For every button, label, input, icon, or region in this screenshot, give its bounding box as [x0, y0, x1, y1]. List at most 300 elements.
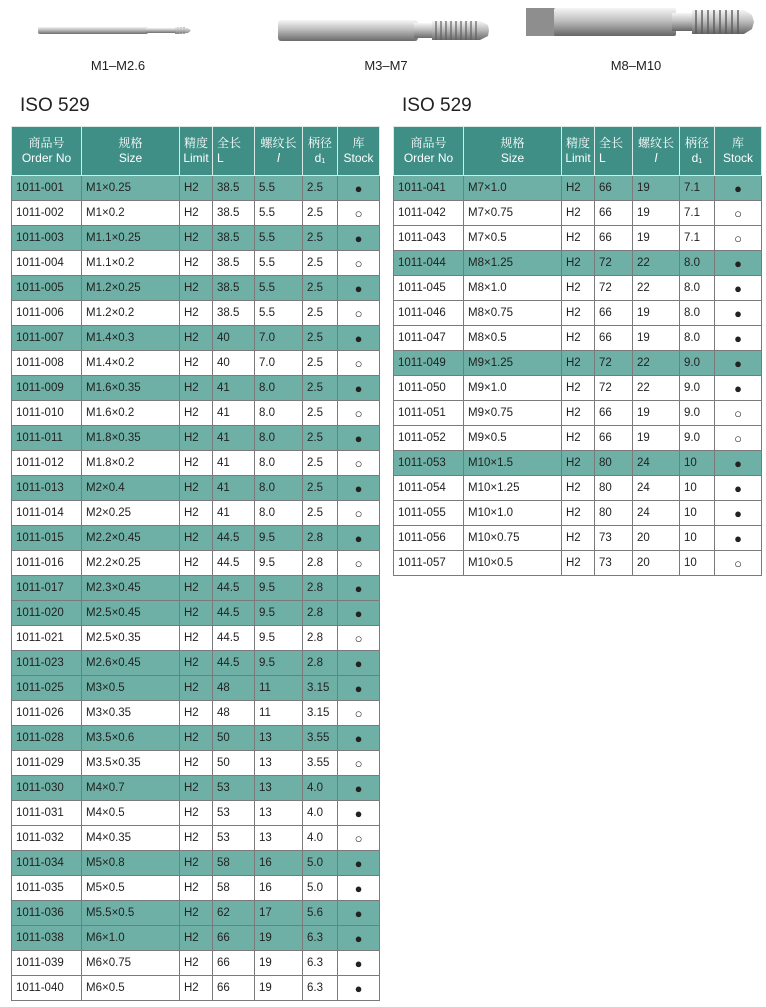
- cell-shank: 9.0: [680, 401, 715, 426]
- cell-length: 66: [595, 326, 633, 351]
- table-row: [12, 226, 380, 251]
- table-row: [12, 326, 380, 351]
- cell-order: 1011-031: [12, 801, 82, 826]
- table-row: [12, 201, 380, 226]
- stock-indicator: ●: [715, 376, 762, 401]
- cell-limit: H2: [180, 676, 213, 701]
- cell-length: 66: [595, 226, 633, 251]
- stock-indicator: ●: [715, 326, 762, 351]
- table-row: [12, 551, 380, 576]
- cell-size: M9×0.75: [464, 401, 562, 426]
- cell-order: 1011-005: [12, 276, 82, 301]
- cell-thread: 7.0: [255, 326, 303, 351]
- cell-size: M2×0.4: [82, 476, 180, 501]
- cell-order: 1011-035: [12, 876, 82, 901]
- cell-limit: H2: [180, 376, 213, 401]
- cell-length: 66: [595, 426, 633, 451]
- cell-size: M10×0.75: [464, 526, 562, 551]
- cell-limit: H2: [180, 251, 213, 276]
- cell-thread: 19: [633, 401, 680, 426]
- cell-length: 72: [595, 376, 633, 401]
- cell-shank: 2.8: [303, 526, 338, 551]
- stock-indicator: ○: [715, 401, 762, 426]
- stock-indicator: ○: [338, 201, 380, 226]
- cell-shank: 9.0: [680, 426, 715, 451]
- table-row: [394, 201, 762, 226]
- cell-size: M2.6×0.45: [82, 651, 180, 676]
- cell-length: 53: [213, 776, 255, 801]
- cell-size: M3.5×0.6: [82, 726, 180, 751]
- table-row: [394, 226, 762, 251]
- cell-size: M6×0.75: [82, 951, 180, 976]
- stock-indicator: ●: [338, 901, 380, 926]
- cell-thread: 19: [633, 326, 680, 351]
- cell-thread: 13: [255, 726, 303, 751]
- stock-indicator: ●: [338, 651, 380, 676]
- cell-limit: H2: [180, 276, 213, 301]
- cell-length: 66: [213, 951, 255, 976]
- cell-order: 1011-050: [394, 376, 464, 401]
- cell-shank: 7.1: [680, 201, 715, 226]
- cell-order: 1011-013: [12, 476, 82, 501]
- cell-length: 66: [595, 401, 633, 426]
- cell-order: 1011-041: [394, 176, 464, 201]
- cell-limit: H2: [180, 201, 213, 226]
- cell-shank: 4.0: [303, 826, 338, 851]
- cell-length: 38.5: [213, 301, 255, 326]
- cell-order: 1011-002: [12, 201, 82, 226]
- cell-limit: H2: [180, 726, 213, 751]
- cell-size: M2.5×0.35: [82, 626, 180, 651]
- cell-length: 62: [213, 901, 255, 926]
- col-shank-header: 柄径 d₁: [680, 127, 715, 176]
- cell-order: 1011-021: [12, 626, 82, 651]
- cell-order: 1011-014: [12, 501, 82, 526]
- cell-length: 38.5: [213, 176, 255, 201]
- stock-indicator: ●: [338, 876, 380, 901]
- cell-thread: 8.0: [255, 451, 303, 476]
- cell-length: 80: [595, 451, 633, 476]
- table-row: [12, 626, 380, 651]
- stock-indicator: ○: [338, 751, 380, 776]
- cell-order: 1011-025: [12, 676, 82, 701]
- cell-length: 73: [595, 526, 633, 551]
- cell-limit: H2: [180, 901, 213, 926]
- cell-limit: H2: [562, 251, 595, 276]
- table-row: [394, 426, 762, 451]
- cell-limit: H2: [180, 776, 213, 801]
- cell-shank: 2.5: [303, 276, 338, 301]
- cell-order: 1011-015: [12, 526, 82, 551]
- cell-order: 1011-044: [394, 251, 464, 276]
- cell-size: M2.2×0.45: [82, 526, 180, 551]
- cell-length: 48: [213, 676, 255, 701]
- cell-shank: 8.0: [680, 301, 715, 326]
- large-tap-icon: [526, 4, 758, 44]
- cell-limit: H2: [562, 526, 595, 551]
- stock-indicator: ●: [715, 451, 762, 476]
- cell-shank: 2.5: [303, 201, 338, 226]
- stock-indicator: ●: [338, 601, 380, 626]
- cell-order: 1011-054: [394, 476, 464, 501]
- cell-shank: 10: [680, 526, 715, 551]
- table-row: [394, 526, 762, 551]
- cell-order: 1011-042: [394, 201, 464, 226]
- cell-length: 48: [213, 701, 255, 726]
- col-stock-header: 库 Stock: [338, 127, 380, 176]
- right-spec-table: [393, 126, 762, 576]
- cell-thread: 20: [633, 551, 680, 576]
- cell-order: 1011-049: [394, 351, 464, 376]
- stock-indicator: ○: [715, 551, 762, 576]
- cell-order: 1011-020: [12, 601, 82, 626]
- cell-thread: 8.0: [255, 501, 303, 526]
- cell-length: 41: [213, 451, 255, 476]
- cell-shank: 4.0: [303, 801, 338, 826]
- stock-indicator: ●: [338, 801, 380, 826]
- cell-size: M3×0.35: [82, 701, 180, 726]
- col-limit-header: 精度 Limit: [180, 127, 213, 176]
- cell-limit: H2: [562, 326, 595, 351]
- left-spec-table: [11, 126, 380, 1001]
- cell-thread: 24: [633, 501, 680, 526]
- stock-indicator: ●: [715, 276, 762, 301]
- col-order-header: 商品号 Order No: [394, 127, 464, 176]
- table-row: [12, 351, 380, 376]
- cell-length: 44.5: [213, 626, 255, 651]
- cell-size: M2.5×0.45: [82, 601, 180, 626]
- stock-indicator: ●: [338, 951, 380, 976]
- table-row: [394, 301, 762, 326]
- table-row: [12, 376, 380, 401]
- stock-indicator: ○: [715, 201, 762, 226]
- cell-size: M9×1.25: [464, 351, 562, 376]
- cell-limit: H2: [562, 551, 595, 576]
- cell-order: 1011-006: [12, 301, 82, 326]
- cell-size: M1.1×0.2: [82, 251, 180, 276]
- col-length-header: 全长 L: [213, 127, 255, 176]
- cell-length: 40: [213, 351, 255, 376]
- cell-thread: 9.5: [255, 576, 303, 601]
- cell-thread: 16: [255, 876, 303, 901]
- cell-length: 80: [595, 501, 633, 526]
- table-row: [12, 976, 380, 1001]
- stock-indicator: ●: [715, 501, 762, 526]
- cell-thread: 22: [633, 351, 680, 376]
- cell-limit: H2: [180, 626, 213, 651]
- table-row: [12, 676, 380, 701]
- cell-length: 58: [213, 876, 255, 901]
- small-tap-icon: [38, 20, 198, 42]
- cell-size: M1.6×0.35: [82, 376, 180, 401]
- left-table-title: ISO 529: [20, 95, 90, 116]
- cell-thread: 9.5: [255, 651, 303, 676]
- cell-shank: 10: [680, 551, 715, 576]
- cell-shank: 2.8: [303, 626, 338, 651]
- stock-indicator: ○: [338, 301, 380, 326]
- cell-shank: 7.1: [680, 176, 715, 201]
- cell-length: 44.5: [213, 551, 255, 576]
- cell-size: M7×1.0: [464, 176, 562, 201]
- cell-thread: 5.5: [255, 301, 303, 326]
- cell-thread: 9.5: [255, 526, 303, 551]
- cell-limit: H2: [180, 526, 213, 551]
- cell-shank: 2.5: [303, 476, 338, 501]
- cell-limit: H2: [180, 501, 213, 526]
- cell-length: 44.5: [213, 651, 255, 676]
- stock-indicator: ●: [338, 476, 380, 501]
- stock-indicator: ○: [715, 226, 762, 251]
- cell-shank: 2.5: [303, 501, 338, 526]
- table-row: [394, 501, 762, 526]
- stock-indicator: ●: [338, 326, 380, 351]
- table-row: [394, 351, 762, 376]
- cell-limit: H2: [180, 951, 213, 976]
- cell-size: M8×0.75: [464, 301, 562, 326]
- cell-shank: 2.8: [303, 576, 338, 601]
- cell-length: 50: [213, 751, 255, 776]
- cell-length: 38.5: [213, 276, 255, 301]
- header-row: [12, 127, 380, 176]
- tool-caption-medium: M3–M7: [364, 58, 408, 73]
- stock-indicator: ○: [338, 401, 380, 426]
- right-table-title: ISO 529: [402, 95, 472, 116]
- cell-length: 80: [595, 476, 633, 501]
- cell-limit: H2: [180, 826, 213, 851]
- table-row: [12, 476, 380, 501]
- cell-limit: H2: [180, 176, 213, 201]
- cell-order: 1011-043: [394, 226, 464, 251]
- cell-length: 72: [595, 351, 633, 376]
- cell-order: 1011-051: [394, 401, 464, 426]
- cell-thread: 5.5: [255, 226, 303, 251]
- cell-length: 44.5: [213, 526, 255, 551]
- cell-shank: 2.5: [303, 351, 338, 376]
- cell-limit: H2: [562, 351, 595, 376]
- stock-indicator: ●: [338, 851, 380, 876]
- cell-thread: 8.0: [255, 401, 303, 426]
- cell-length: 41: [213, 501, 255, 526]
- stock-indicator: ●: [338, 426, 380, 451]
- cell-size: M8×1.25: [464, 251, 562, 276]
- cell-limit: H2: [180, 876, 213, 901]
- cell-size: M6×0.5: [82, 976, 180, 1001]
- cell-limit: H2: [180, 601, 213, 626]
- cell-order: 1011-039: [12, 951, 82, 976]
- stock-indicator: ○: [338, 826, 380, 851]
- cell-thread: 22: [633, 251, 680, 276]
- cell-size: M5.5×0.5: [82, 901, 180, 926]
- cell-shank: 3.15: [303, 701, 338, 726]
- stock-indicator: ○: [338, 351, 380, 376]
- cell-shank: 2.5: [303, 251, 338, 276]
- stock-indicator: ●: [338, 726, 380, 751]
- cell-order: 1011-023: [12, 651, 82, 676]
- stock-indicator: ○: [338, 626, 380, 651]
- cell-length: 44.5: [213, 576, 255, 601]
- table-row: [394, 376, 762, 401]
- cell-order: 1011-045: [394, 276, 464, 301]
- cell-order: 1011-047: [394, 326, 464, 351]
- stock-indicator: ●: [338, 376, 380, 401]
- cell-size: M1.8×0.2: [82, 451, 180, 476]
- cell-shank: 8.0: [680, 326, 715, 351]
- table-row: [12, 851, 380, 876]
- cell-thread: 22: [633, 276, 680, 301]
- table-row: [12, 726, 380, 751]
- table-row: [12, 876, 380, 901]
- cell-size: M4×0.5: [82, 801, 180, 826]
- cell-thread: 5.5: [255, 276, 303, 301]
- stock-indicator: ●: [338, 926, 380, 951]
- cell-shank: 10: [680, 501, 715, 526]
- cell-thread: 20: [633, 526, 680, 551]
- col-length-header: 全长 L: [595, 127, 633, 176]
- cell-shank: 2.8: [303, 651, 338, 676]
- cell-limit: H2: [180, 301, 213, 326]
- right-table-body: [394, 176, 762, 576]
- cell-thread: 5.5: [255, 251, 303, 276]
- stock-indicator: ●: [338, 526, 380, 551]
- table-row: [394, 176, 762, 201]
- cell-limit: H2: [180, 226, 213, 251]
- cell-shank: 2.5: [303, 176, 338, 201]
- cell-thread: 22: [633, 376, 680, 401]
- cell-size: M8×1.0: [464, 276, 562, 301]
- cell-thread: 9.5: [255, 551, 303, 576]
- table-row: [12, 426, 380, 451]
- cell-size: M2.3×0.45: [82, 576, 180, 601]
- cell-size: M5×0.8: [82, 851, 180, 876]
- cell-order: 1011-052: [394, 426, 464, 451]
- table-row: [394, 451, 762, 476]
- cell-order: 1011-016: [12, 551, 82, 576]
- table-row: [12, 826, 380, 851]
- cell-shank: 7.1: [680, 226, 715, 251]
- cell-size: M7×0.75: [464, 201, 562, 226]
- stock-indicator: ●: [715, 251, 762, 276]
- cell-shank: 8.0: [680, 276, 715, 301]
- cell-length: 58: [213, 851, 255, 876]
- cell-order: 1011-004: [12, 251, 82, 276]
- cell-shank: 2.5: [303, 226, 338, 251]
- cell-thread: 9.5: [255, 601, 303, 626]
- cell-limit: H2: [180, 326, 213, 351]
- cell-thread: 13: [255, 801, 303, 826]
- stock-indicator: ●: [338, 276, 380, 301]
- cell-limit: H2: [562, 276, 595, 301]
- stock-indicator: ●: [715, 176, 762, 201]
- cell-shank: 9.0: [680, 376, 715, 401]
- medium-tap-icon: [276, 14, 496, 48]
- cell-size: M3.5×0.35: [82, 751, 180, 776]
- cell-length: 41: [213, 401, 255, 426]
- cell-order: 1011-012: [12, 451, 82, 476]
- cell-shank: 10: [680, 451, 715, 476]
- table-row: [12, 451, 380, 476]
- cell-limit: H2: [180, 976, 213, 1001]
- cell-thread: 8.0: [255, 476, 303, 501]
- cell-length: 66: [213, 976, 255, 1001]
- table-row: [394, 401, 762, 426]
- col-size-header: 规格 Size: [464, 127, 562, 176]
- cell-thread: 24: [633, 451, 680, 476]
- stock-indicator: ○: [338, 701, 380, 726]
- header-row: [394, 127, 762, 176]
- col-stock-header: 库 Stock: [715, 127, 762, 176]
- cell-limit: H2: [180, 476, 213, 501]
- cell-length: 40: [213, 326, 255, 351]
- cell-shank: 8.0: [680, 251, 715, 276]
- cell-order: 1011-029: [12, 751, 82, 776]
- stock-indicator: ●: [715, 351, 762, 376]
- cell-shank: 4.0: [303, 776, 338, 801]
- stock-indicator: ○: [338, 451, 380, 476]
- cell-limit: H2: [562, 451, 595, 476]
- cell-thread: 19: [633, 201, 680, 226]
- cell-thread: 19: [633, 426, 680, 451]
- cell-size: M10×0.5: [464, 551, 562, 576]
- table-row: [12, 951, 380, 976]
- cell-length: 53: [213, 826, 255, 851]
- stock-indicator: ●: [338, 676, 380, 701]
- cell-shank: 2.5: [303, 301, 338, 326]
- cell-shank: 2.5: [303, 451, 338, 476]
- cell-limit: H2: [180, 451, 213, 476]
- cell-thread: 7.0: [255, 351, 303, 376]
- cell-length: 41: [213, 476, 255, 501]
- cell-shank: 5.6: [303, 901, 338, 926]
- cell-thread: 17: [255, 901, 303, 926]
- stock-indicator: ●: [338, 776, 380, 801]
- cell-thread: 13: [255, 826, 303, 851]
- cell-thread: 19: [255, 951, 303, 976]
- cell-shank: 5.0: [303, 851, 338, 876]
- table-row: [12, 926, 380, 951]
- cell-size: M1.2×0.2: [82, 301, 180, 326]
- cell-shank: 3.55: [303, 726, 338, 751]
- cell-order: 1011-040: [12, 976, 82, 1001]
- cell-length: 50: [213, 726, 255, 751]
- cell-limit: H2: [180, 751, 213, 776]
- cell-limit: H2: [180, 351, 213, 376]
- cell-order: 1011-038: [12, 926, 82, 951]
- table-row: [12, 401, 380, 426]
- cell-thread: 9.5: [255, 626, 303, 651]
- cell-length: 66: [595, 201, 633, 226]
- tool-caption-large: M8–M10: [610, 58, 662, 73]
- cell-size: M8×0.5: [464, 326, 562, 351]
- cell-order: 1011-053: [394, 451, 464, 476]
- col-size-header: 规格 Size: [82, 127, 180, 176]
- cell-limit: H2: [562, 301, 595, 326]
- cell-shank: 2.5: [303, 376, 338, 401]
- cell-length: 38.5: [213, 251, 255, 276]
- col-order-header: 商品号 Order No: [12, 127, 82, 176]
- cell-shank: 2.5: [303, 401, 338, 426]
- cell-order: 1011-055: [394, 501, 464, 526]
- cell-size: M4×0.35: [82, 826, 180, 851]
- cell-length: 38.5: [213, 226, 255, 251]
- cell-size: M9×1.0: [464, 376, 562, 401]
- table-row: [12, 601, 380, 626]
- cell-shank: 2.5: [303, 426, 338, 451]
- cell-order: 1011-030: [12, 776, 82, 801]
- table-row: [12, 251, 380, 276]
- stock-indicator: ●: [715, 526, 762, 551]
- cell-size: M1×0.2: [82, 201, 180, 226]
- cell-length: 53: [213, 801, 255, 826]
